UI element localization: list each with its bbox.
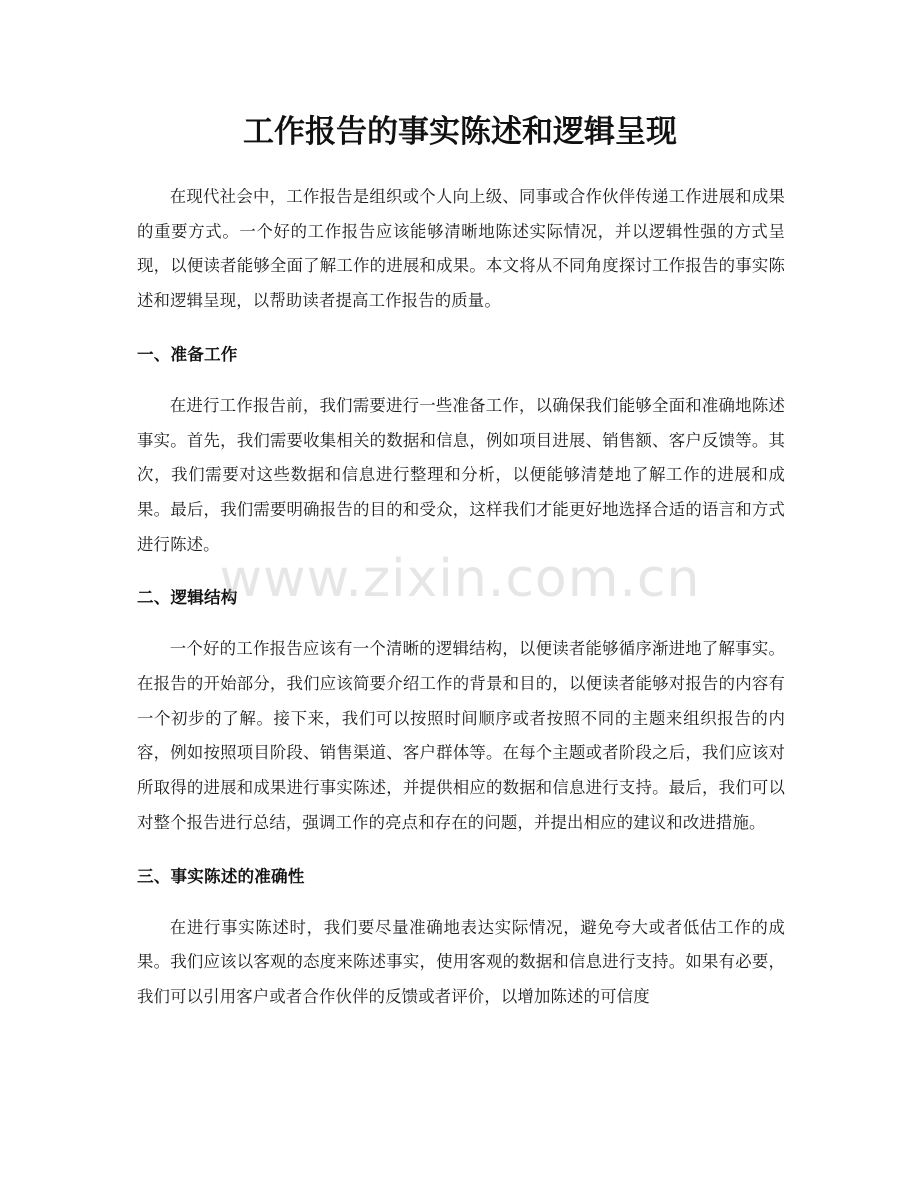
section-heading-preparation: 一、准备工作: [137, 344, 238, 364]
section-heading-logic-structure: 二、逻辑结构: [137, 588, 238, 608]
watermark: www.zixin.com.cn: [219, 549, 701, 609]
section-paragraph-fact-accuracy: 在进行事实陈述时，我们要尽量准确地表达实际情况，避免夸大或者低估工作的成果。我们应该以客观的态度来陈述事实，使用客观的数据和信息进行支持。如果有必要，我们可以引用客户或者合作伙伴的反馈或者评价，以增加陈述的可信度: [137, 917, 785, 1006]
section-paragraph-logic-structure: 一个好的工作报告应该有一个清晰的逻辑结构，以便读者能够循序渐进地了解事实。在报告的开始部分，我们应该简要介绍工作的背景和目的，以便读者能够对报告的内容有一个初步的了解。接下来，我们可以按照时间顺序或者按照不同的主题来组织报告的内容，例如按照项目阶段、销售渠道、客户群体等。在每个主题或者阶段之后，我们应该对所取得的进展和成果进行事实陈述，并提供相应的数据和信息进行支持。最后，我们可以对整个报告进行总结，强调工作的亮点和存在的问题，并提出相应的建议和改进措施。: [137, 639, 785, 832]
section-heading-fact-accuracy: 三、事实陈述的准确性: [137, 866, 305, 886]
document-title: 工作报告的事实陈述和逻辑呈现: [243, 114, 677, 150]
document-body: [137, 180, 785, 1015]
section-paragraph-preparation: 在进行工作报告前，我们需要进行一些准备工作，以确保我们能够全面和准确地陈述事实。首先，我们需要收集相关的数据和信息，例如项目进展、销售额、客户反馈等。其次，我们需要对这些数据和信息进行整理和分析，以便能够清楚地了解工作的进展和成果。最后，我们需要明确报告的目的和受众，这样我们才能更好地选择合适的语言和方式进行陈述。: [137, 395, 785, 554]
intro-paragraph: 在现代社会中，工作报告是组织或个人向上级、同事或合作伙伴传递工作进展和成果的重要方式。一个好的工作报告应该能够清晰地陈述实际情况，并以逻辑性强的方式呈现，以便读者能够全面了解工作的进展和成果。本文将从不同角度探讨工作报告的事实陈述和逻辑呈现，以帮助读者提高工作报告的质量。: [137, 187, 785, 311]
